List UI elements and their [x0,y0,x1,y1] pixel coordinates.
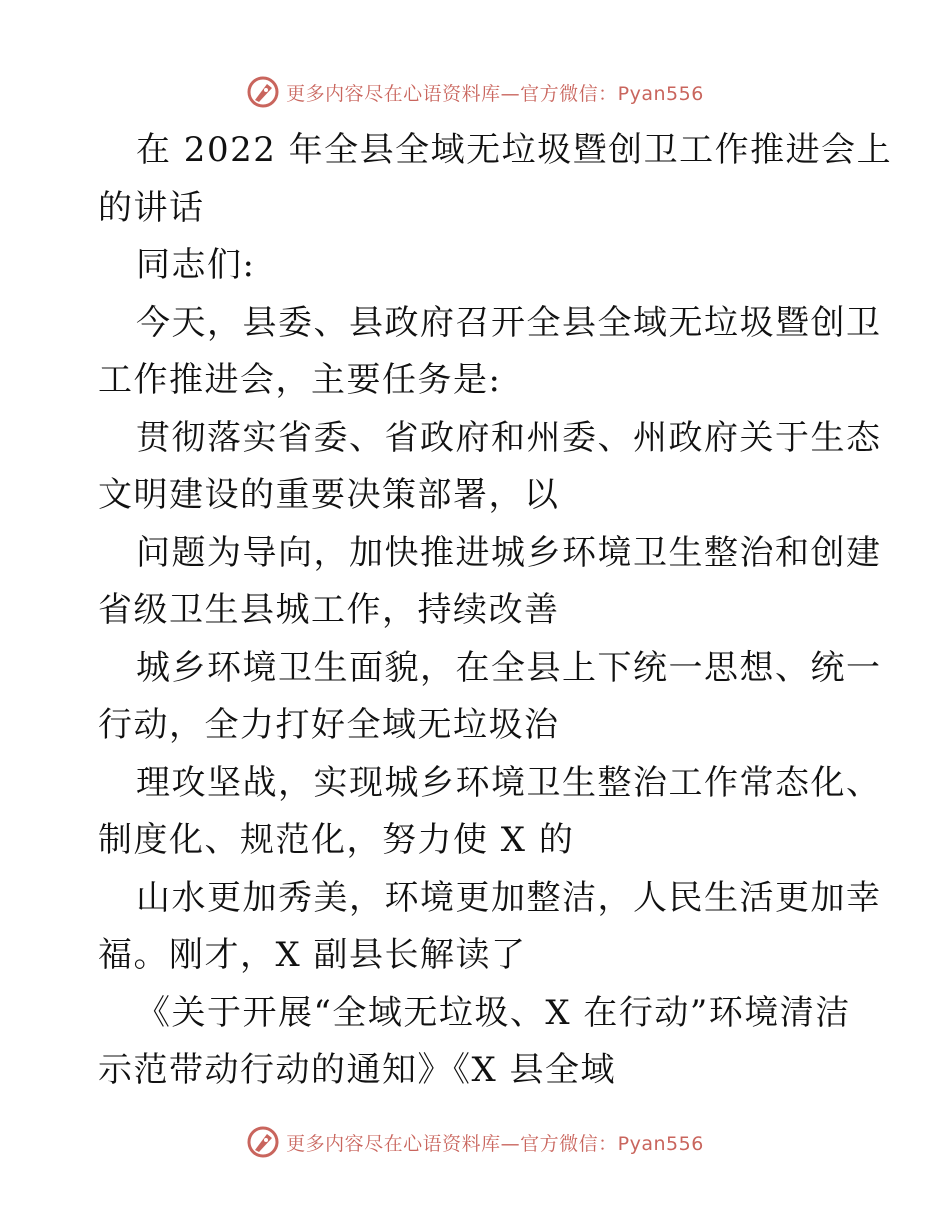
title-line-2: 的讲话 [98,187,205,228]
footer-banner-text: 更多内容尽在心语资料库—官方微信：Pyan556 [286,1132,704,1155]
header-banner-text: 更多内容尽在心语资料库—官方微信：Pyan556 [286,82,704,105]
speech-body [98,122,893,1100]
text-line: 今天，县委、县政府召开全县全域无垃圾暨创卫 [136,302,882,343]
text-line: 制度化、规范化，努力使 X 的 [98,820,575,860]
text-line: 贯彻落实省委、省政府和州委、州政府关于生态 [136,417,882,458]
pen-nib-logo-icon [246,75,280,109]
footer-banner [0,1122,950,1162]
text-line: 理攻坚战，实现城乡环境卫生整治工作常态化、 [136,762,882,803]
pen-nib-logo-icon [246,1125,280,1159]
text-line: 示范带动行动的通知》《X 县全域 [98,1050,617,1090]
text-line: 文明建设的重要决策部署，以 [98,475,560,515]
salutation: 同志们: [136,245,256,285]
text-line: 工作推进会，主要任务是: [98,360,502,400]
text-line: 《关于开展“全域无垃圾、X 在行动”环境清洁 [136,992,851,1033]
text-line: 城乡环境卫生面貌，在全县上下统一思想、统一 [136,647,882,688]
text-line: 福。刚才，X 副县长解读了 [98,935,527,975]
text-line: 问题为导向，加快推进城乡环境卫生整治和创建 [136,532,882,573]
text-line: 行动，全力打好全域无垃圾治 [98,705,560,745]
title-line-1: 在 2022 年全县全域无垃圾暨创卫工作推进会上 [136,130,893,170]
text-line: 山水更加秀美，环境更加整洁，人民生活更加幸 [136,877,882,918]
text-line: 省级卫生县城工作，持续改善 [98,590,560,630]
header-banner [0,72,950,112]
